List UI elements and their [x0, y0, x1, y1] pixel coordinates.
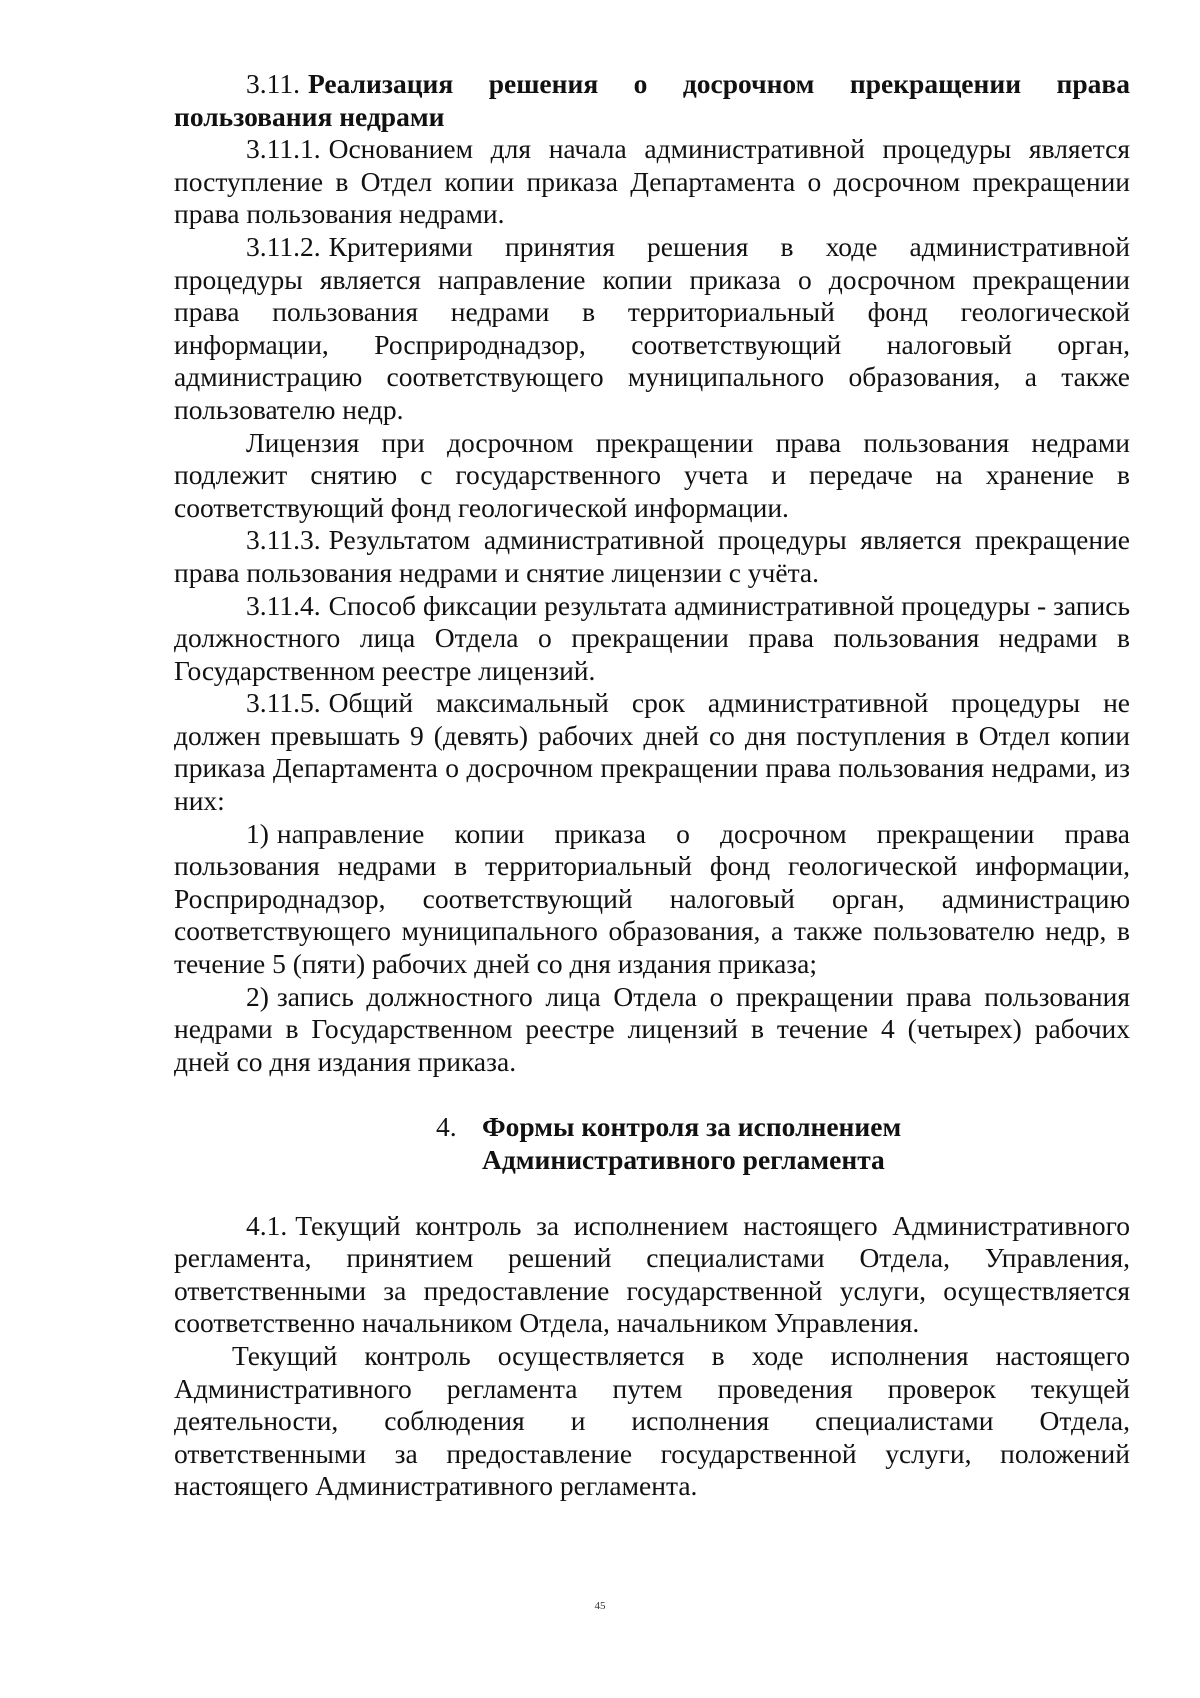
paragraph-3-11-2	[174, 231, 1130, 427]
section-number: 4.	[436, 1111, 457, 1143]
paragraph-number: 3.11.3.	[246, 524, 321, 556]
section-4-heading	[174, 1111, 1130, 1176]
paragraph-3-11-3	[174, 524, 1130, 589]
section-title-line-1: Формы контроля за исполнением	[482, 1111, 902, 1143]
document-page	[174, 68, 1130, 1503]
paragraph-4-1	[174, 1210, 1130, 1340]
paragraph-3-11-4	[174, 590, 1130, 688]
paragraph-text: Текущий контроль осуществляется в ходе исполнения настоящего Административного регламента путем проведения проверок текущей деятельности, соблюдения и исполнения специалистами Отдела, ответственными за предоставление государственной услуги, положений настоящего Административного регламента.	[174, 1339, 1130, 1502]
list-item-1	[174, 818, 1130, 981]
paragraph-number: 3.11.2.	[246, 230, 321, 262]
paragraph-current-control	[174, 1340, 1130, 1503]
paragraph-3-11-1	[174, 133, 1130, 231]
list-item-text: запись должностного лица Отдела о прекращении права пользования недрами в Государственном реестре лицензий в течение 4 (четырех) рабочих дней со дня издания приказа.	[174, 980, 1130, 1077]
list-item-number: 1)	[246, 817, 269, 849]
paragraph-3-11-5	[174, 687, 1130, 817]
section-number: 3.11.	[246, 68, 300, 99]
paragraph-text: Текущий контроль за исполнением настоящего Административного регламента, принятием решений специалистами Отдела, Управления, ответственными за предоставление государственной услуги, осуществляется соответственно начальником Отдела, начальником Управления.	[174, 1209, 1130, 1339]
list-item-text: направление копии приказа о досрочном прекращении права пользования недрами в территориальный фонд геологической информации, Росприроднадзор, соответствующий налоговый орган, администрацию соответствующего муниципального образования, а также пользователю недр, в течение 5 (пяти) рабочих дней со дня издания приказа;	[174, 817, 1130, 980]
paragraph-text: Лицензия при досрочном прекращении права пользования недрами подлежит снятию с государственного учета и передаче на хранение в соответствующий фонд геологической информации.	[174, 426, 1130, 523]
paragraph-number: 3.11.1.	[246, 133, 321, 165]
paragraph-text: Способ фиксации результата административной процедуры - запись должностного лица Отдела о прекращении права пользования недрами в Государственном реестре лицензий.	[174, 589, 1130, 686]
paragraph-number: 3.11.4.	[246, 589, 321, 621]
list-item-2	[174, 981, 1130, 1079]
list-item-number: 2)	[246, 980, 269, 1012]
page-number: 45	[594, 1600, 606, 1612]
section-title: Реализация решения о досрочном прекращении права пользования недрами	[174, 68, 1130, 132]
paragraph-license	[174, 427, 1130, 525]
paragraph-text: Результатом административной процедуры является прекращение права пользования недрами и снятие лицензии с учёта.	[174, 524, 1130, 588]
paragraph-text: Общий максимальный срок административной процедуры не должен превышать 9 (девять) рабочих дней со дня поступления в Отдел копии приказа Департамента о досрочном прекращении права пользования недрами, из них:	[174, 687, 1130, 817]
paragraph-number: 3.11.5.	[246, 687, 321, 719]
section-title-line-2: Административного регламента	[482, 1144, 885, 1175]
paragraph-text: Критериями принятия решения в ходе административной процедуры является направление копии приказа о досрочном прекращении права пользования недрами в территориальный фонд геологической информации, Росприроднадзор, соответствующий налоговый орган, администрацию соответствующего муниципального образования, а также пользователю недр.	[174, 230, 1130, 425]
section-3-11-heading	[174, 68, 1130, 133]
paragraph-text: Основанием для начала административной процедуры является поступление в Отдел копии приказа Департамента о досрочном прекращении права пользования недрами.	[174, 133, 1130, 230]
paragraph-number: 4.1.	[246, 1209, 288, 1241]
